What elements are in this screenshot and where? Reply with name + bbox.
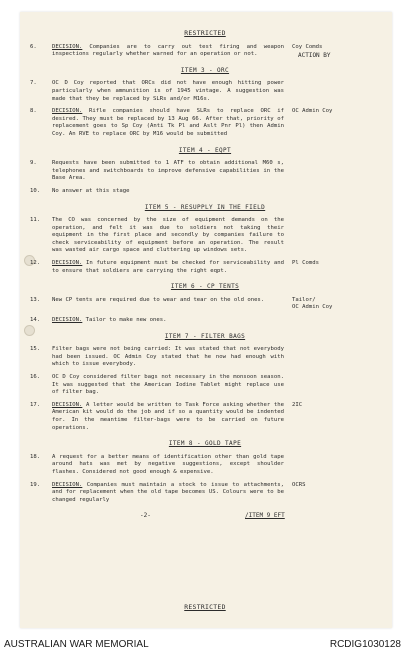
paragraph-body	[52, 160, 284, 183]
action-by: Pl Comds	[292, 260, 319, 267]
paragraph-number: 13.	[30, 296, 41, 303]
action-by	[284, 217, 382, 255]
paragraph-number: 12.	[30, 260, 41, 267]
document-page	[30, 16, 380, 611]
decision-label: DECISION.	[52, 317, 83, 324]
page-footer	[30, 512, 380, 524]
paragraph-body	[52, 482, 284, 505]
item-heading: ITEM 6 - CP TENTS	[170, 283, 240, 291]
paragraph-text: OC D Coy reported that ORCs did not have enough hitting power particularly when ammunition is of 1945 vintage. A suggestion was made that they be replaced by SLRs and/or M16s.	[52, 80, 284, 102]
item-heading: ITEM 3 - ORC	[180, 66, 230, 74]
paragraph-number: 7.	[30, 80, 37, 87]
action-by	[284, 80, 382, 103]
minutes-paragraph	[30, 160, 380, 183]
paragraph-text: Rifle companies should have SLRs to replace ORC if desired. They must be replaced by 13 Aug 66. After that, priority of replacement goes to Sp Coy (Anti Tk Pl and Aslt Pnr Pl) then Admin Coy. An RVE to replace ORC by M16 would be submitted	[52, 108, 284, 137]
paragraph-body	[52, 188, 284, 196]
paragraph-text: OC D Coy considered filter bags not necessary in the monsoon season. It was suggested that the American Iodine Tablet might replace use of filter bag.	[52, 374, 284, 396]
paragraph-number: 8.	[30, 108, 37, 115]
paragraph-text: Companies are to carry out test firing and weapon inspections regularly whether warned for an operation or not.	[52, 43, 284, 58]
paragraph-body	[52, 108, 284, 138]
action-by	[284, 346, 382, 369]
action-by	[284, 374, 382, 397]
continued-marker: /ITEM 9 EFT	[245, 512, 285, 520]
paragraph-number: 15.	[30, 346, 41, 353]
paragraph-number: 19.	[30, 481, 41, 488]
decision-label: DECISION.	[52, 481, 83, 488]
minutes-paragraph	[30, 454, 380, 477]
item-heading: ITEM 5 - RESUPPLY IN THE FIELD	[144, 203, 266, 211]
paragraph-body	[52, 346, 284, 369]
minutes-paragraph	[30, 108, 380, 138]
paragraph-body	[52, 297, 284, 312]
decision-label: DECISION.	[52, 260, 83, 267]
minutes-paragraph	[30, 482, 380, 505]
paragraph-body	[52, 217, 284, 255]
action-by: Tailor/ OC Admin Coy	[292, 296, 333, 311]
action-by: OCRS	[292, 481, 306, 488]
paragraph-number: 18.	[30, 453, 41, 460]
paragraph-body	[52, 260, 284, 275]
action-by	[284, 160, 382, 183]
minutes-paragraph	[30, 260, 380, 275]
paragraph-text: Companies must maintain a stock to issue to attachments, and for replacement when the old tape becomes US. Colours were to be changed regularly	[52, 481, 284, 503]
paragraph-body	[52, 317, 284, 325]
paragraph-body	[52, 80, 284, 103]
action-by: Coy Comds	[292, 43, 323, 50]
minutes-paragraph	[30, 297, 380, 312]
credit-right: RCDIG1030128	[329, 639, 401, 650]
paragraph-body	[52, 44, 284, 59]
minutes-paragraph	[30, 402, 380, 432]
paragraph-body	[52, 374, 284, 397]
credit-left: AUSTRALIAN WAR MEMORIAL	[4, 639, 149, 650]
minutes-paragraph	[30, 317, 380, 325]
minutes-paragraph	[30, 346, 380, 369]
credit-bar	[0, 636, 405, 653]
classification-top: RESTRICTED	[184, 29, 226, 37]
paragraph-text: A request for a better means of identification other than gold tape around hats was met by negative suggestions, except shoulder flashes. Considered not good enough & expensive.	[52, 453, 284, 475]
paragraph-body	[52, 402, 284, 432]
action-by: 2IC	[292, 401, 303, 408]
minutes-paragraph	[30, 188, 380, 196]
action-by	[284, 317, 382, 325]
paragraph-text: The CO was concerned by the size of equipment demands on the operation, and felt it was due to soldiers not taking their equipment in the first place and secondly by companies failure to check serviceability of equipment before an operation. The result was wasted air cargo space and cluttering up windows sets.	[52, 217, 284, 254]
item-heading: ITEM 4 - EQPT	[178, 146, 232, 154]
paragraph-number: 17.	[30, 401, 41, 408]
classification-bottom: RESTRICTED	[184, 603, 226, 611]
action-by-header: ACTION BY	[298, 52, 331, 59]
decision-label: DECISION.	[52, 43, 83, 50]
paragraph-number: 14.	[30, 317, 41, 324]
decision-label: DECISION.	[52, 108, 83, 115]
paragraph-number: 6.	[30, 43, 37, 50]
paragraph-number: 10.	[30, 187, 41, 194]
paragraph-text: No answer at this stage	[52, 187, 130, 194]
paragraph-body	[52, 454, 284, 477]
minutes-content	[30, 44, 380, 505]
paragraph-text: Filter bags were not being carried: It was stated that not everybody had been issued. OC Admin Coy stated that he now had enough with which to issue everybody.	[52, 346, 284, 368]
paragraph-text: Tailor to make new ones.	[82, 317, 167, 324]
decision-label: DECISION.	[52, 401, 83, 408]
paragraph-text: In future equipment must be checked for serviceability and to ensure that soldiers are carrying the right eqpt.	[52, 260, 284, 274]
action-by	[284, 454, 382, 477]
paragraph-text: A letter would be written to Task Force asking whether the American kit would do the job and if so a quantity would be indented for. In the meantime filter-bags were to be carried on future operations.	[52, 401, 284, 431]
item-heading: ITEM 7 - FILTER BAGS	[164, 332, 246, 340]
paragraph-number: 16.	[30, 374, 41, 380]
action-by	[284, 188, 382, 196]
paragraph-number: 9.	[30, 160, 37, 167]
minutes-paragraph	[30, 80, 380, 103]
item-heading: ITEM 8 - GOLD TAPE	[168, 440, 242, 448]
action-by: OC Admin Coy	[292, 108, 333, 115]
paragraph-number: 11.	[30, 217, 41, 224]
minutes-paragraph	[30, 374, 380, 397]
paragraph-text: New CP tents are required due to wear and tear on the old ones.	[52, 296, 265, 303]
paragraph-text: Requests have been submitted to 1 ATF to obtain additional M60 s, telephones and switchboards to improve defensive capabilities in the Base Area.	[52, 160, 284, 182]
page-number: -2-	[140, 512, 151, 520]
minutes-paragraph	[30, 217, 380, 255]
